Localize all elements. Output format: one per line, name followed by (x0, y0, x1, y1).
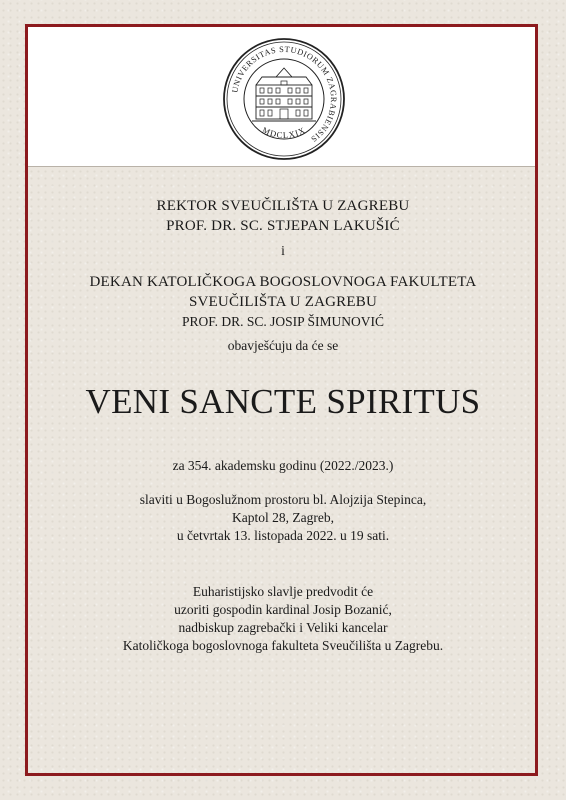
celebration-line-2: uzoriti gospodin kardinal Josip Bozanić, (174, 602, 392, 617)
celebration-line-1: Euharistijsko slavlje predvodit će (192, 584, 374, 599)
dean-name: PROF. DR. SC. JOSIP ŠIMUNOVIĆ (181, 314, 385, 329)
university-seal-icon (222, 37, 346, 161)
dean-title: DEKAN KATOLIČKOGA BOGOSLOVNOGA FAKULTETA (89, 274, 477, 290)
celebration-line-4: Katoličkoga bogoslovnoga fakulteta Sveučilišta u Zagrebu. (122, 638, 444, 653)
invitation-content (28, 166, 538, 655)
venue-line-2: Kaptol 28, Zagreb, (232, 510, 334, 525)
announcement: obavješćuju da će se (227, 338, 339, 353)
conjunction: i (281, 243, 285, 258)
event-title: VENI SANCTE SPIRITUS (85, 382, 481, 421)
dean-university: SVEUČILIŠTA U ZAGREBU (188, 294, 377, 310)
venue-line-3: u četvrtak 13. listopada 2022. u 19 sati. (176, 528, 390, 543)
rector-name: PROF. DR. SC. STJEPAN LAKUŠIĆ (166, 218, 400, 234)
seal-ring-text: UNIVERSITAS STUDIORUM ZAGRABIENSIS (230, 44, 339, 144)
rector-title: REKTOR SVEUČILIŠTA U ZAGREBU (156, 198, 410, 214)
seal-year: MDCLXIX (260, 124, 308, 140)
celebration-line-3: nadbiskup zagrebački i Veliki kancelar (178, 620, 388, 635)
venue-line-1: slaviti u Bogoslužnom prostoru bl. Alojzija Stepinca, (139, 492, 427, 507)
academic-year: za 354. akademsku godinu (2022./2023.) (172, 458, 394, 473)
